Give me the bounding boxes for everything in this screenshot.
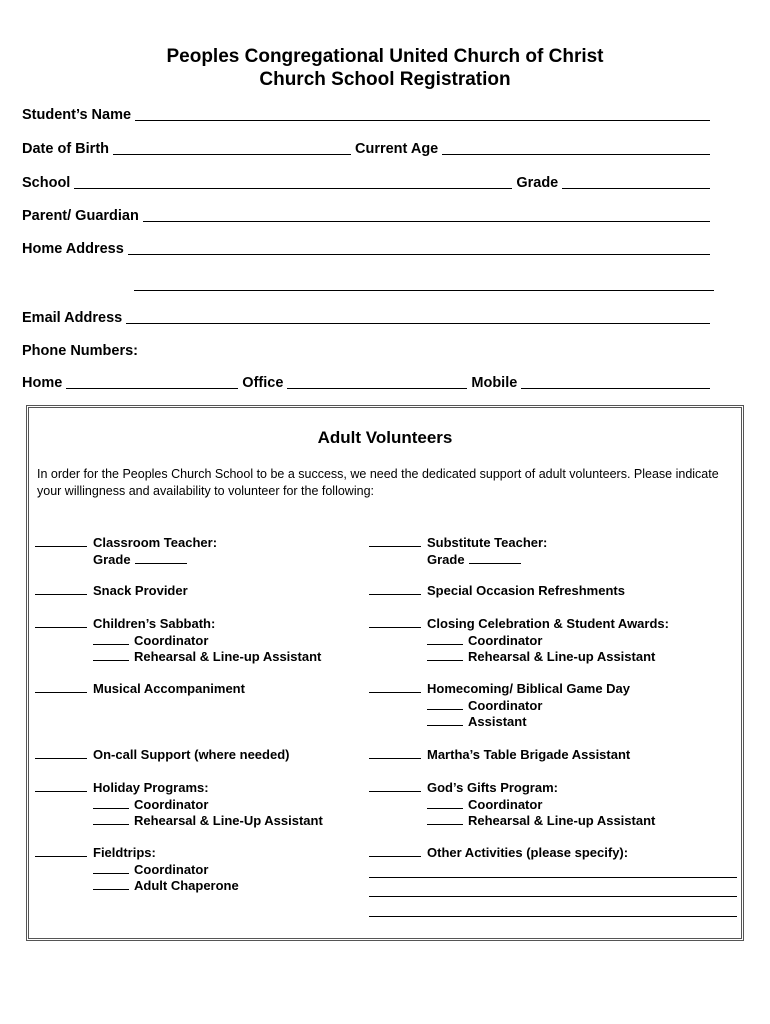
- oncall-label: On-call Support (where needed): [93, 747, 290, 762]
- snack-provider-label: Snack Provider: [93, 583, 188, 598]
- gg-rehearsal-blank[interactable]: [427, 814, 463, 825]
- classroom-grade-blank[interactable]: [135, 553, 187, 564]
- gg-coordinator-blank[interactable]: [427, 798, 463, 809]
- special-occasion-blank[interactable]: [369, 584, 421, 595]
- school-field[interactable]: [74, 188, 512, 189]
- cl-rehearsal-blank[interactable]: [427, 650, 463, 661]
- mobile-phone-label: Mobile: [471, 375, 518, 391]
- hp-rehearsal-label: Rehearsal & Line-Up Assistant: [134, 813, 323, 828]
- other-activities-label: Other Activities (please specify):: [427, 845, 629, 860]
- cs-rehearsal-label: Rehearsal & Line-up Assistant: [134, 649, 322, 664]
- gods-gifts-label: God’s Gifts Program:: [427, 780, 558, 795]
- current-age-field[interactable]: [442, 154, 710, 155]
- cs-coordinator-blank[interactable]: [93, 634, 129, 645]
- ft-chaperone-label: Adult Chaperone: [134, 878, 239, 893]
- hc-coordinator-label: Coordinator: [468, 697, 543, 713]
- home-phone-field[interactable]: [66, 388, 238, 389]
- musical-blank[interactable]: [35, 682, 87, 693]
- other-activities-line-3[interactable]: [369, 916, 737, 917]
- dob-row: [22, 137, 714, 157]
- hc-assistant-label: Assistant: [468, 714, 527, 729]
- guardian-row: [22, 204, 714, 224]
- cs-rehearsal-blank[interactable]: [93, 650, 129, 661]
- substitute-label: Substitute Teacher:: [427, 535, 548, 550]
- musical-accompaniment-option: [35, 681, 245, 698]
- ft-chaperone-blank[interactable]: [93, 879, 129, 890]
- holiday-blank[interactable]: [35, 781, 87, 792]
- homecoming-blank[interactable]: [369, 682, 421, 693]
- other-activities-line-1[interactable]: [369, 877, 737, 878]
- martha-blank[interactable]: [369, 748, 421, 759]
- gods-gifts-option: [369, 780, 655, 830]
- other-activities-line-2[interactable]: [369, 896, 737, 897]
- church-name: Peoples Congregational United Church of Christ: [166, 46, 604, 67]
- musical-label: Musical Accompaniment: [93, 681, 245, 696]
- school-row: [22, 171, 714, 191]
- special-occasion-label: Special Occasion Refreshments: [427, 583, 625, 598]
- grade-label: Grade: [516, 175, 559, 191]
- holiday-label: Holiday Programs:: [93, 780, 209, 795]
- homecoming-option: [369, 681, 630, 731]
- classroom-teacher-option: [35, 535, 217, 568]
- email-label: Email Address: [22, 310, 123, 326]
- oncall-blank[interactable]: [35, 748, 87, 759]
- student-name-row: [22, 103, 714, 123]
- snack-provider-blank[interactable]: [35, 584, 87, 595]
- phone-numbers-label: Phone Numbers:: [22, 343, 139, 359]
- hp-coordinator-label: Coordinator: [134, 796, 209, 812]
- cl-coordinator-blank[interactable]: [427, 634, 463, 645]
- phone-numbers-row: [22, 339, 714, 359]
- school-label: School: [22, 175, 71, 191]
- home-address-label: Home Address: [22, 241, 124, 257]
- cs-coordinator-label: Coordinator: [134, 632, 209, 648]
- hp-rehearsal-blank[interactable]: [93, 814, 129, 825]
- grade-field[interactable]: [562, 188, 710, 189]
- office-phone-field[interactable]: [287, 388, 467, 389]
- phones-row: [22, 371, 714, 391]
- ft-coordinator-blank[interactable]: [93, 863, 129, 874]
- special-occasion-option: [369, 583, 625, 600]
- closing-label: Closing Celebration & Student Awards:: [427, 616, 669, 631]
- closing-blank[interactable]: [369, 617, 421, 628]
- dob-field[interactable]: [113, 154, 351, 155]
- martha-label: Martha’s Table Brigade Assistant: [427, 747, 631, 762]
- other-activities-blank[interactable]: [369, 846, 421, 857]
- home-phone-label: Home: [22, 375, 63, 391]
- home-address-row: [22, 237, 714, 257]
- oncall-support-option: [35, 747, 289, 764]
- marthas-table-option: [369, 747, 630, 764]
- childrens-sabbath-option: [35, 616, 321, 666]
- cl-coordinator-label: Coordinator: [468, 632, 543, 648]
- classroom-grade-label: Grade: [93, 551, 131, 567]
- holiday-programs-option: [35, 780, 323, 830]
- current-age-label: Current Age: [355, 141, 439, 157]
- homecoming-label: Homecoming/ Biblical Game Day: [427, 681, 631, 696]
- volunteers-intro: In order for the Peoples Church School to be a success, we need the dedicated support of adult volunteers. Please indicate your willingness and availability to volunteer for the following:: [37, 467, 719, 498]
- mobile-phone-field[interactable]: [521, 388, 710, 389]
- guardian-label: Parent/ Guardian: [22, 208, 139, 224]
- adult-volunteers-box: [26, 405, 744, 941]
- cl-rehearsal-label: Rehearsal & Line-up Assistant: [468, 649, 656, 664]
- substitute-blank[interactable]: [369, 536, 421, 547]
- hc-coordinator-blank[interactable]: [427, 699, 463, 710]
- hp-coordinator-blank[interactable]: [93, 798, 129, 809]
- email-row: [22, 306, 714, 326]
- hc-assistant-blank[interactable]: [427, 715, 463, 726]
- snack-provider-option: [35, 583, 188, 600]
- home-address-field[interactable]: [128, 254, 710, 255]
- classroom-teacher-blank[interactable]: [35, 536, 87, 547]
- closing-celebration-option: [369, 616, 669, 666]
- gg-rehearsal-label: Rehearsal & Line-up Assistant: [468, 813, 656, 828]
- volunteers-title: Adult Volunteers: [317, 428, 453, 447]
- fieldtrips-blank[interactable]: [35, 846, 87, 857]
- office-phone-label: Office: [242, 375, 284, 391]
- substitute-grade-label: Grade: [427, 551, 465, 567]
- childrens-sabbath-label: Children’s Sabbath:: [93, 616, 216, 631]
- email-field[interactable]: [126, 323, 710, 324]
- form-title: Church School Registration: [259, 69, 511, 90]
- dob-label: Date of Birth: [22, 141, 109, 157]
- student-name-field[interactable]: [135, 120, 710, 121]
- substitute-teacher-option: [369, 535, 547, 568]
- gods-gifts-blank[interactable]: [369, 781, 421, 792]
- student-name-label: Student’s Name: [22, 107, 132, 123]
- childrens-sabbath-blank[interactable]: [35, 617, 87, 628]
- substitute-grade-blank[interactable]: [469, 553, 521, 564]
- gg-coordinator-label: Coordinator: [468, 796, 543, 812]
- fieldtrips-option: [35, 845, 239, 895]
- fieldtrips-label: Fieldtrips:: [93, 845, 156, 860]
- home-address-field-line2[interactable]: [134, 290, 714, 291]
- ft-coordinator-label: Coordinator: [134, 861, 209, 877]
- other-activities-option: [369, 845, 628, 862]
- classroom-teacher-label: Classroom Teacher:: [93, 535, 218, 550]
- guardian-field[interactable]: [143, 221, 710, 222]
